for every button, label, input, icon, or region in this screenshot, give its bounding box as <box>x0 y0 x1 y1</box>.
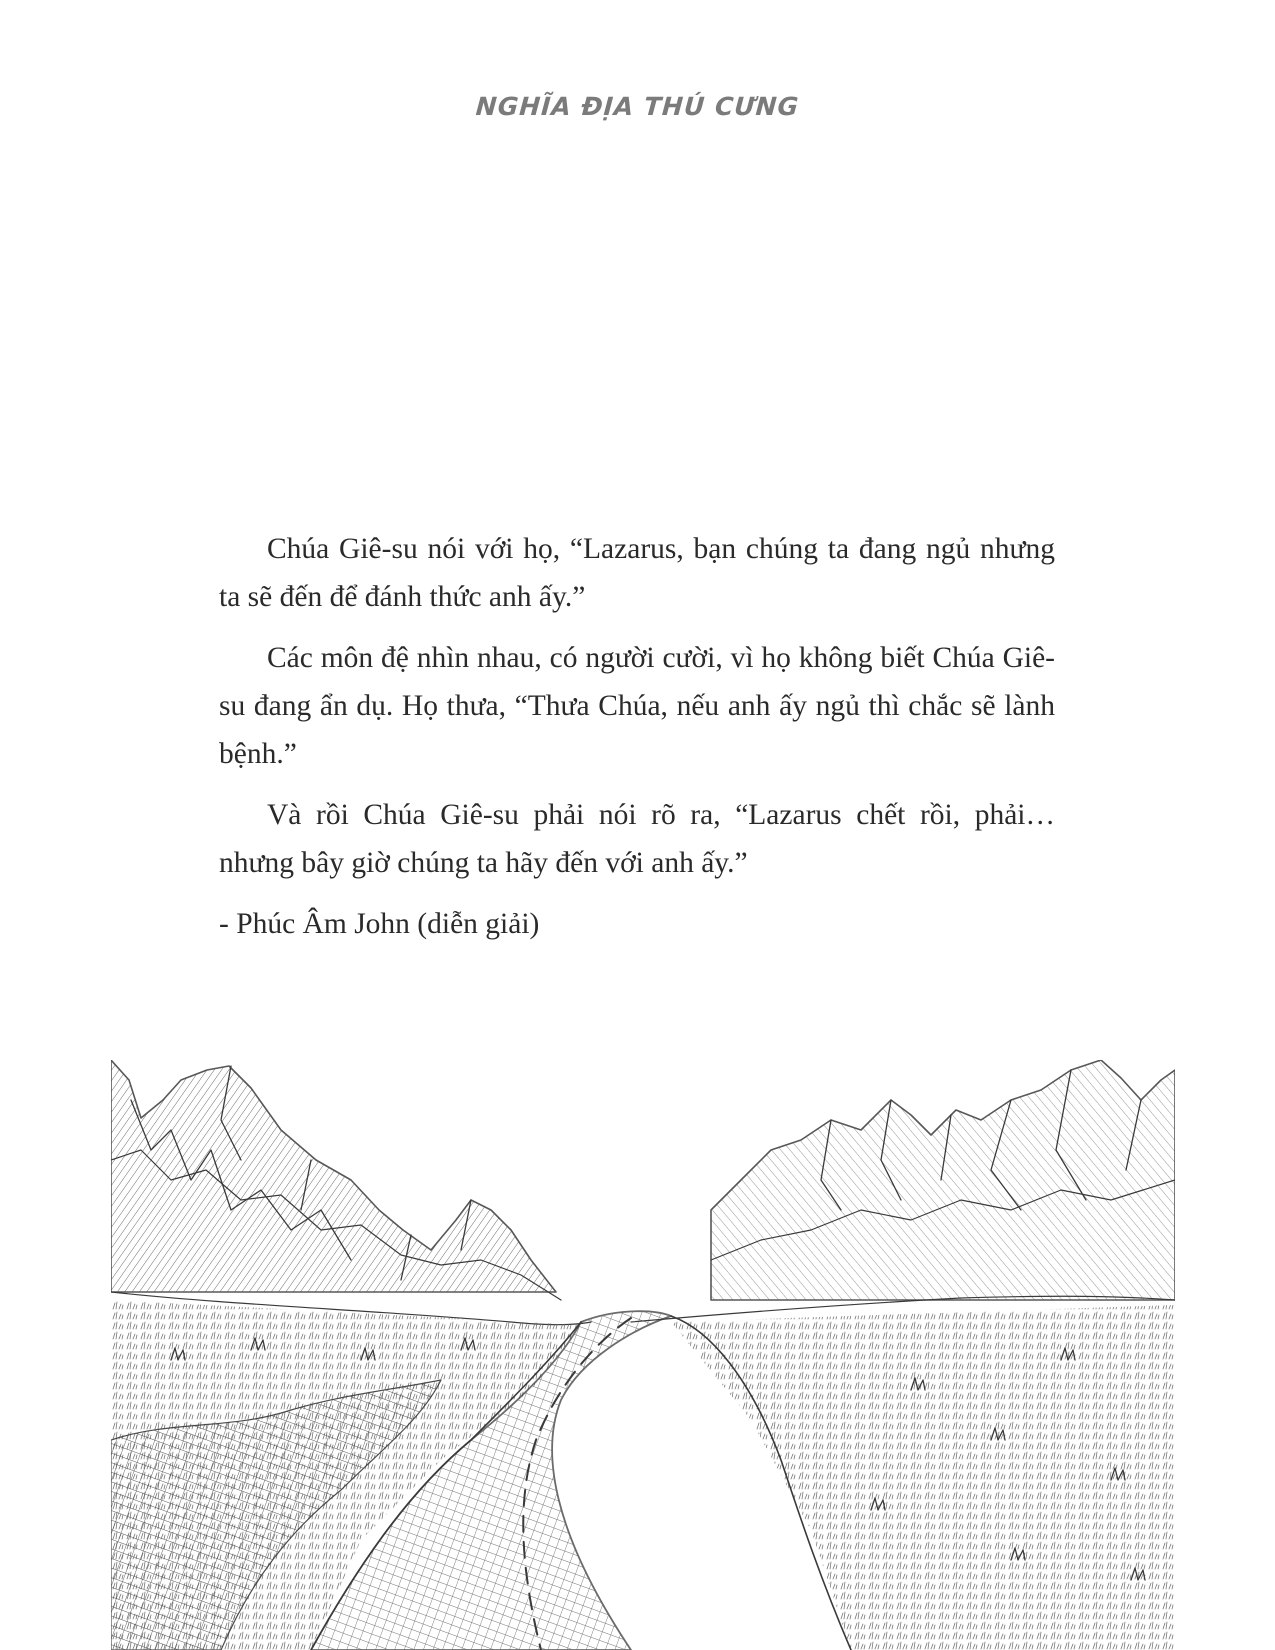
epigraph-paragraph-2: Các môn đệ nhìn nhau, có người cười, vì họ không biết Chúa Giê-su đang ẩn dụ. Họ thưa, “Thưa Chúa, nếu anh ấy ngủ thì chắc sẽ lành bệnh.” <box>219 642 1055 770</box>
epigraph <box>219 525 1055 961</box>
epigraph-paragraph-1: Chúa Giê-su nói với họ, “Lazarus, bạn chúng ta đang ngủ nhưng ta sẽ đến để đánh thức anh ấy.” <box>219 533 1055 613</box>
running-header: NGHĨA ĐỊA THÚ CƯNG <box>474 92 801 121</box>
mountain-road-illustration <box>111 1060 1175 1650</box>
epigraph-paragraph-3: Và rồi Chúa Giê-su phải nói rõ ra, “Lazarus chết rồi, phải… nhưng bây giờ chúng ta hãy đến với anh ấy.” <box>219 799 1055 879</box>
epigraph-attribution: - Phúc Âm John (diễn giải) <box>219 908 540 940</box>
